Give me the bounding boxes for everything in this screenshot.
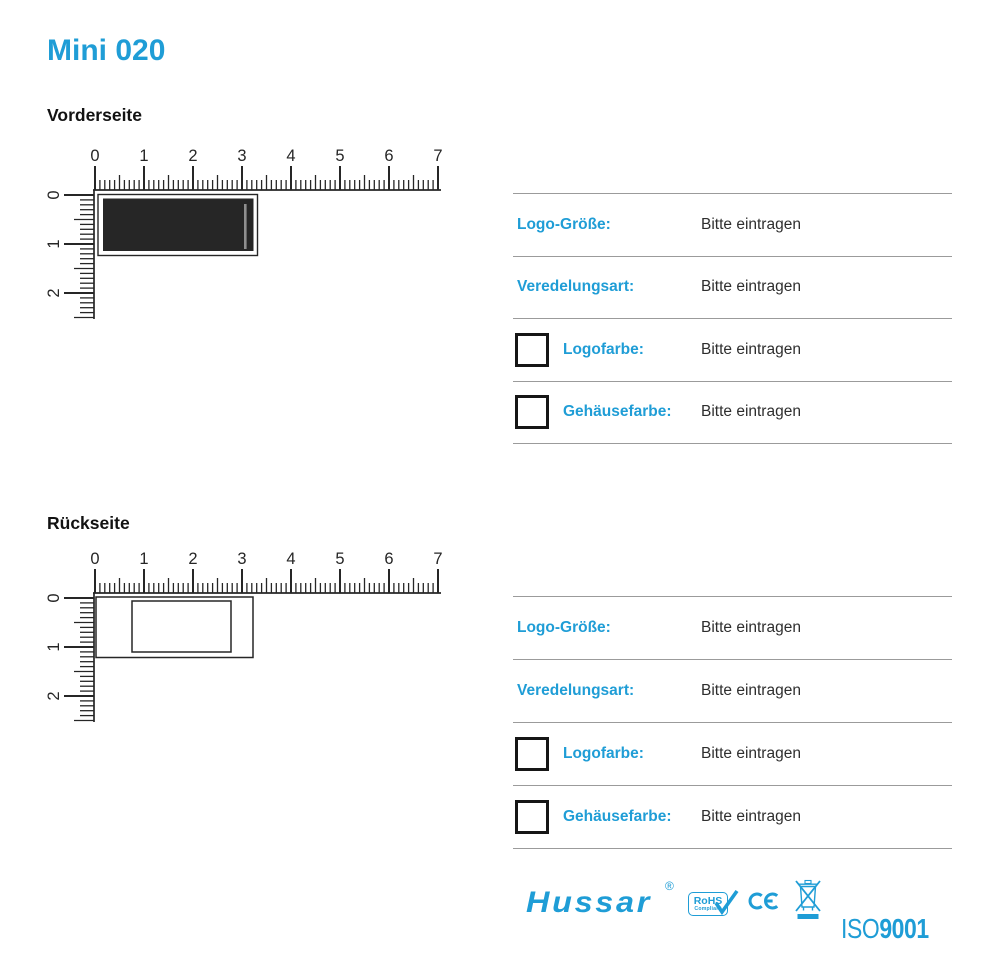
logo-size-label: Logo-Größe: [517,215,611,233]
case-color-checkbox[interactable] [515,395,549,429]
footer-certification-bar [513,875,952,944]
weee-bin-icon [795,878,821,920]
case-color-value[interactable]: Bitte eintragen [701,808,801,825]
svg-text:2: 2 [45,288,63,298]
logo-color-label: Logofarbe: [563,340,644,358]
logo-color-label: Logofarbe: [563,745,644,762]
usb-front-slit [244,204,247,249]
iso9001-logo [841,915,929,943]
back-ruler-diagram [30,538,450,738]
svg-text:6: 6 [384,550,394,568]
iso-prefix: ISO [841,913,880,944]
svg-text:3: 3 [237,147,247,165]
rohs-label: RoHS [693,894,723,907]
form-row-case-color [513,785,952,848]
svg-text:0: 0 [90,147,100,165]
svg-text:6: 6 [384,147,394,165]
rohs-compliant-label: Compliant [694,905,722,912]
svg-text:1: 1 [139,550,149,568]
back-form [513,596,952,849]
logo-color-checkbox[interactable] [515,333,549,367]
finishing-label: Veredelungsart: [517,278,635,296]
form-row-finishing [513,659,952,722]
page-title: Mini 020 [47,34,166,67]
form-row-case-color [513,381,952,444]
svg-text:0: 0 [45,593,63,603]
usb-back-outline [96,597,253,658]
svg-text:5: 5 [335,147,345,165]
case-color-checkbox[interactable] [515,800,549,834]
logo-size-value[interactable]: Bitte eintragen [701,215,801,233]
svg-text:3: 3 [237,550,247,568]
logo-color-value[interactable]: Bitte eintragen [701,745,801,762]
svg-text:0: 0 [90,550,100,568]
form-row-logo-size [513,596,952,659]
logo-color-value[interactable]: Bitte eintragen [701,340,801,358]
brand-logo: Hussar [526,886,653,919]
front-ruler-diagram [30,135,450,335]
svg-text:7: 7 [433,147,443,165]
logo-size-value[interactable]: Bitte eintragen [701,619,801,636]
svg-text:5: 5 [335,550,345,568]
form-row-finishing [513,256,952,319]
ce-mark-icon [748,891,782,911]
rohs-checkmark-icon [714,889,740,916]
form-row-logo-size [513,193,952,256]
svg-text:4: 4 [286,147,296,165]
svg-text:1: 1 [139,147,149,165]
case-color-label: Gehäusefarbe: [563,808,672,825]
svg-text:4: 4 [286,550,296,568]
finishing-label: Veredelungsart: [517,682,635,699]
registered-trademark-icon: ® [665,879,674,893]
form-row-logo-color [513,318,952,381]
case-color-label: Gehäusefarbe: [563,403,672,421]
svg-text:7: 7 [433,550,443,568]
logo-color-checkbox[interactable] [515,737,549,771]
front-form [513,193,952,444]
form-row-logo-color [513,722,952,785]
section-heading-front: Vorderseite [47,105,142,125]
iso-number: 9001 [879,913,929,944]
finishing-value[interactable]: Bitte eintragen [701,278,801,296]
usb-front-body [103,199,254,252]
case-color-value[interactable]: Bitte eintragen [701,403,801,421]
svg-text:2: 2 [188,550,198,568]
finishing-value[interactable]: Bitte eintragen [701,682,801,699]
section-heading-back: Rückseite [47,513,130,533]
logo-size-label: Logo-Größe: [517,619,611,636]
svg-text:2: 2 [188,147,198,165]
svg-text:0: 0 [45,190,63,200]
svg-text:1: 1 [45,239,63,249]
svg-text:2: 2 [45,691,63,701]
svg-text:1: 1 [45,642,63,652]
